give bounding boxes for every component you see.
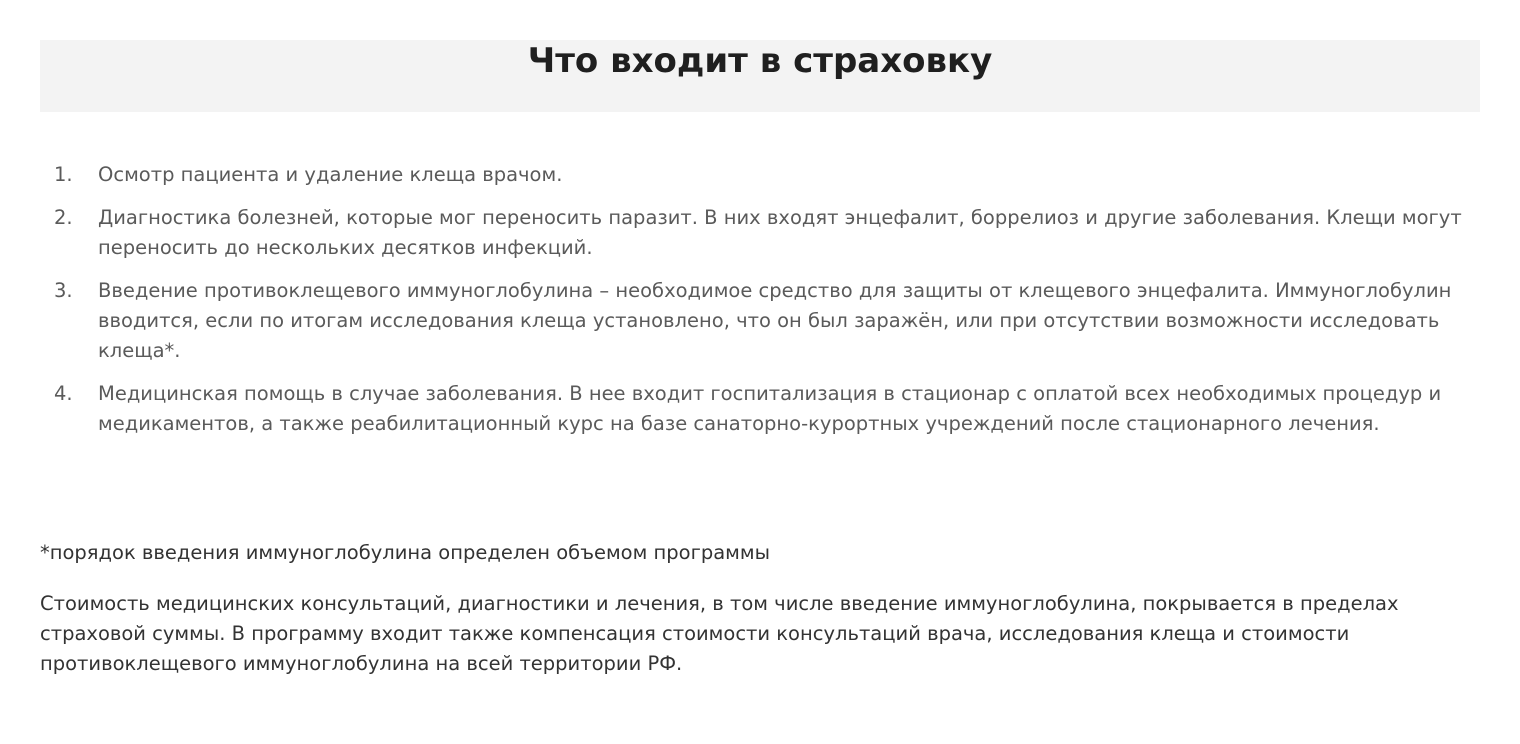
list-item: [50, 379, 1490, 439]
section-header: [40, 40, 1480, 112]
list-item-number: 4.: [54, 382, 73, 405]
list-item-number: 2.: [54, 206, 73, 229]
footnote: *порядок введения иммуноглобулина определен объемом программы: [40, 541, 770, 564]
list-item-text: Диагностика болезней, которые мог переносить паразит. В них входят энцефалит, боррелиоз и другие заболевания. Клещи могут переносить до нескольких десятков инфекций.: [98, 206, 1462, 259]
page-title: Что входит в страховку: [527, 41, 993, 81]
list-item: [50, 160, 1490, 190]
list-item: [50, 276, 1490, 366]
summary-paragraph: Стоимость медицинских консультаций, диагностики и лечения, в том числе введение иммуноглобулина, покрывается в пределах страховой суммы. В программу входит также компенсация стоимости консультаций врача, исследования клеща и стоимости противоклещевого иммуноглобулина на всей территории РФ.: [40, 592, 1399, 675]
list-item-text: Введение противоклещевого иммуноглобулина – необходимое средство для защиты от клещевого энцефалита. Иммуноглобулин вводится, если по итогам исследования клеща установлено, что он был заражён, или при отсутствии возможности исследовать клеща*.: [98, 279, 1452, 362]
list-item: [50, 203, 1490, 263]
list-item-number: 3.: [54, 279, 73, 302]
list-item-text: Медицинская помощь в случае заболевания. В нее входит госпитализация в стационар с оплатой всех необходимых процедур и медикаментов, а также реабилитационный курс на базе санаторно-курортных учреждений после стационарного лечения.: [98, 382, 1442, 435]
list-item-text: Осмотр пациента и удаление клеща врачом.: [98, 163, 563, 186]
list-item-number: 1.: [54, 163, 73, 186]
coverage-list: [50, 160, 1490, 452]
